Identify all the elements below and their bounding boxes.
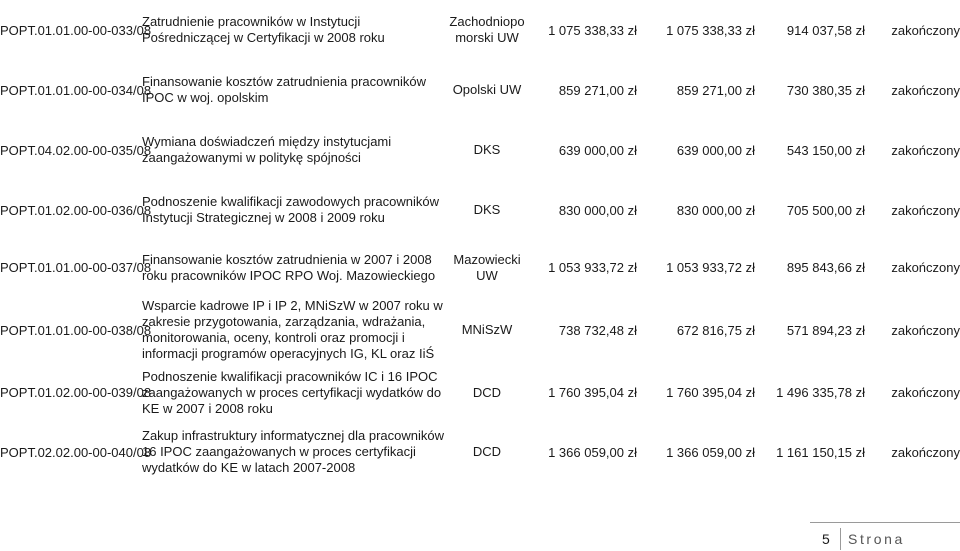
page-label: Strona <box>848 531 905 547</box>
value-1: 1 053 933,72 zł <box>548 260 637 275</box>
project-code: POPT.01.02.00-00-036/08 <box>0 202 152 218</box>
project-title: Finansowanie kosztów zatrudnienia pracowników IPOC w woj. opolskim <box>142 74 426 105</box>
page-footer <box>0 522 960 551</box>
table-row <box>0 120 960 180</box>
table-row <box>0 240 960 295</box>
project-title: Finansowanie kosztów zatrudnienia w 2007 i 2008 roku pracowników IPOC RPO Woj. Mazowieckiego <box>142 251 436 283</box>
value-1: 830 000,00 zł <box>558 202 637 218</box>
value-1: 859 271,00 zł <box>558 82 637 98</box>
value-2: 859 271,00 zł <box>676 82 755 98</box>
table-row <box>0 420 960 484</box>
project-title: Zatrudnienie pracowników w Instytucji Pośredniczącej w Certyfikacji w 2008 roku <box>142 14 385 45</box>
value-2: 1 366 059,00 zł <box>666 444 755 460</box>
project-unit: DCD <box>472 444 502 459</box>
value-2: 830 000,00 zł <box>676 202 755 218</box>
project-code: POPT.01.01.00-00-033/08 <box>0 22 152 38</box>
project-unit: Zachodniopo morski UW <box>449 14 525 45</box>
value-3: 705 500,00 zł <box>786 202 865 218</box>
value-2: 1 760 395,04 zł <box>666 385 755 400</box>
value-3: 730 380,35 zł <box>786 82 865 98</box>
value-1: 1 366 059,00 zł <box>548 444 637 460</box>
project-title: Wsparcie kadrowe IP i IP 2, MNiSzW w 2007 roku w zakresie przygotowania, zarządzania, wdrażania, monitorowania, oceny, kontroli oraz promocji i informacji programów operacyjnych IG, KL oraz IiŚ <box>142 298 443 361</box>
project-unit: Opolski UW <box>452 82 522 97</box>
project-code: POPT.02.02.00-00-040/08 <box>0 444 152 460</box>
status-text: zakończony <box>891 202 960 218</box>
page-number: 5 <box>822 528 841 550</box>
table-row <box>0 60 960 120</box>
value-3: 1 496 335,78 zł <box>776 385 865 400</box>
value-3: 895 843,66 zł <box>786 260 865 275</box>
status-text: zakończony <box>891 22 960 38</box>
project-title: Podnoszenie kwalifikacji zawodowych pracowników Instytucji Strategicznej w 2008 i 2009 roku <box>142 194 439 225</box>
value-3: 543 150,00 zł <box>786 142 865 158</box>
project-unit: Mazowiecki UW <box>453 251 521 283</box>
table-row <box>0 365 960 420</box>
status-text: zakończony <box>891 260 960 275</box>
value-1: 1 075 338,33 zł <box>548 22 637 38</box>
value-3: 571 894,23 zł <box>786 322 865 338</box>
project-unit: DKS <box>473 142 501 157</box>
value-2: 1 075 338,33 zł <box>666 22 755 38</box>
value-1: 1 760 395,04 zł <box>548 385 637 400</box>
project-unit: DCD <box>472 384 502 400</box>
value-1: 738 732,48 zł <box>558 322 637 338</box>
table-row <box>0 295 960 365</box>
project-code: POPT.01.01.00-00-037/08 <box>0 260 152 275</box>
project-unit: MNiSzW <box>461 322 513 337</box>
project-title: Wymiana doświadczeń między instytucjami zaangażowanymi w politykę spójności <box>142 134 392 165</box>
status-text: zakończony <box>891 82 960 98</box>
status-text: zakończony <box>891 385 960 400</box>
table-row <box>0 180 960 240</box>
value-3: 914 037,58 zł <box>786 22 865 38</box>
project-code: POPT.01.01.00-00-034/08 <box>0 82 152 98</box>
value-2: 1 053 933,72 zł <box>666 260 755 275</box>
value-2: 672 816,75 zł <box>676 322 755 338</box>
value-1: 639 000,00 zł <box>558 142 637 158</box>
project-code: POPT.01.02.00-00-039/08 <box>0 385 152 400</box>
footer-rule <box>810 522 960 523</box>
project-unit: DKS <box>473 202 501 217</box>
project-code: POPT.04.02.00-00-035/08 <box>0 142 152 158</box>
status-text: zakończony <box>891 142 960 158</box>
status-text: zakończony <box>891 322 960 338</box>
status-text: zakończony <box>891 444 960 460</box>
table-row <box>0 0 960 60</box>
project-title: Podnoszenie kwalifikacji pracowników IC i 16 IPOC zaangażowanych w proces certyfikacji wydatków do KE w 2007 i 2008 roku <box>142 368 442 416</box>
value-3: 1 161 150,15 zł <box>776 444 865 460</box>
project-code: POPT.01.01.00-00-038/08 <box>0 322 152 338</box>
project-title: Zakup infrastruktury informatycznej dla pracowników 16 IPOC zaangażowanych w proces certyfikacji wydatków do KE w latach 2007-2008 <box>142 428 445 475</box>
value-2: 639 000,00 zł <box>676 142 755 158</box>
